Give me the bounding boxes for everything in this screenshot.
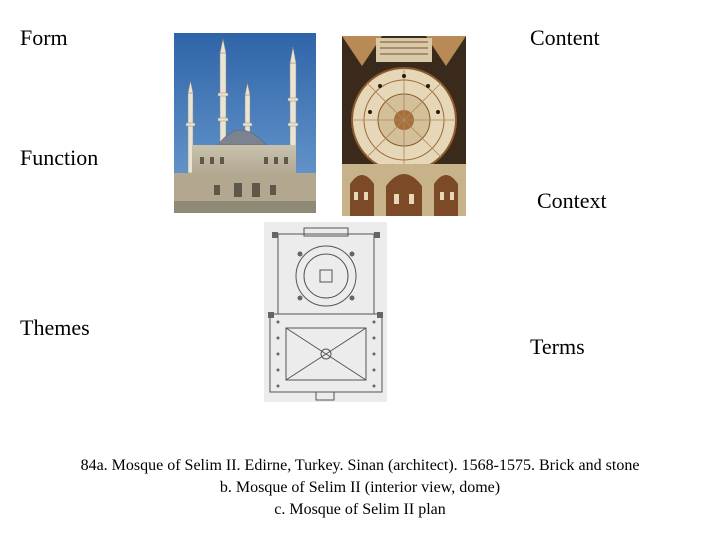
- label-context: Context: [537, 188, 607, 213]
- mosque-interior-dome-image: [342, 36, 466, 216]
- image-caption: [0, 455, 720, 521]
- label-form: Form: [20, 25, 68, 50]
- mosque-plan-image: [264, 222, 387, 402]
- caption-line-3: c. Mosque of Selim II plan: [274, 501, 446, 518]
- caption-line-1: 84a. Mosque of Selim II. Edirne, Turkey. Sinan (architect). 1568-1575. Brick and stone: [80, 457, 640, 474]
- mosque-exterior-image: [174, 33, 316, 213]
- caption-line-2: b. Mosque of Selim II (interior view, dome): [219, 479, 501, 496]
- label-content: Content: [530, 25, 600, 50]
- label-function: Function: [20, 145, 99, 170]
- label-themes: Themes: [20, 315, 90, 340]
- label-terms: Terms: [530, 334, 585, 359]
